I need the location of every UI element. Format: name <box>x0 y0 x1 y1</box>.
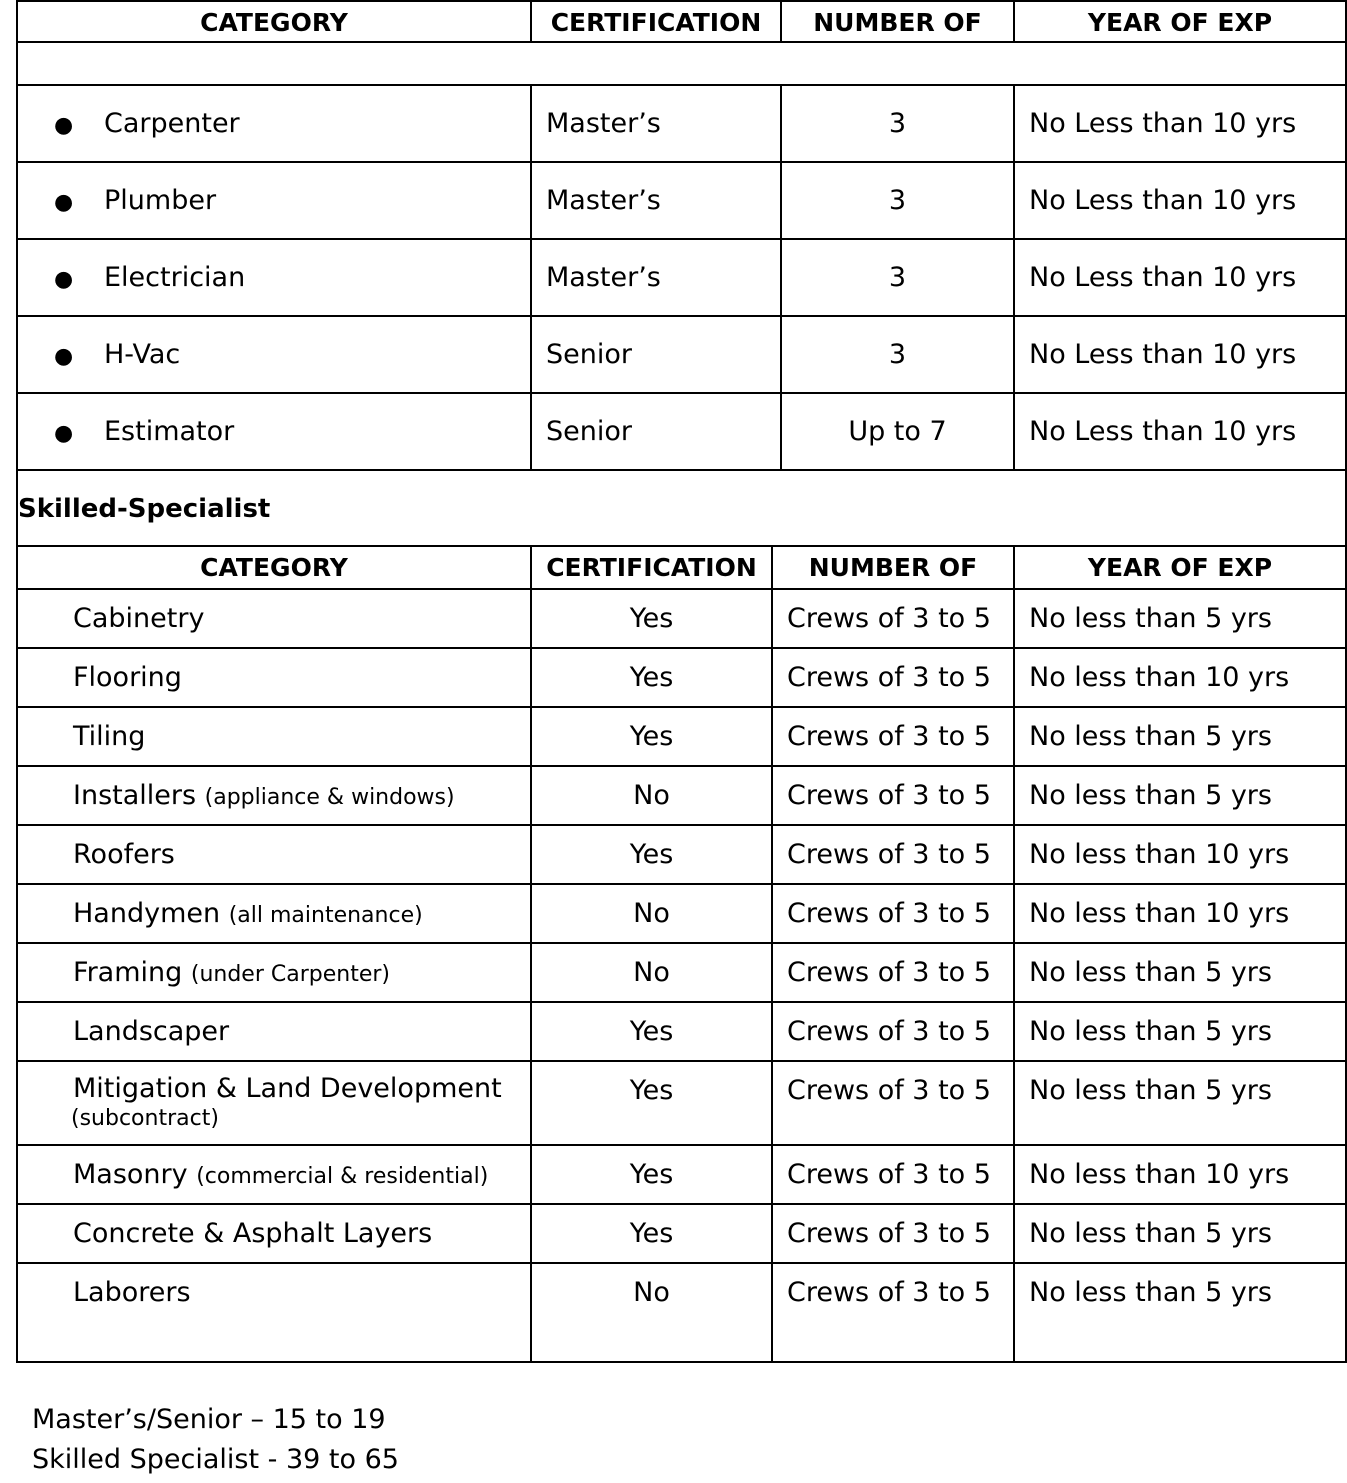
certification-value: Yes <box>532 1003 773 1060</box>
category-name: Mitigation & Land Development <box>73 1073 502 1104</box>
header-certification: CERTIFICATION <box>532 2 782 41</box>
header-category: CATEGORY <box>18 547 532 588</box>
footer-line-masters: Master’s/Senior – 15 to 19 <box>32 1404 386 1435</box>
table-row <box>16 1146 1347 1205</box>
number-value: Crews of 3 to 5 <box>773 1003 1015 1060</box>
number-value: 3 <box>782 163 1015 238</box>
header-number: NUMBER OF <box>773 547 1015 588</box>
table-row <box>16 708 1347 767</box>
category-note: (under Carpenter) <box>190 962 390 987</box>
category-name: Installers <box>73 780 197 811</box>
experience-value: No Less than 10 yrs <box>1029 416 1297 447</box>
experience-value: No less than 5 yrs <box>1029 603 1272 634</box>
table-row <box>16 826 1347 885</box>
category-name: Roofers <box>73 839 175 870</box>
experience-value: No Less than 10 yrs <box>1029 262 1297 293</box>
experience-value: No Less than 10 yrs <box>1029 108 1297 139</box>
table-row <box>16 944 1347 1003</box>
experience-value: No less than 5 yrs <box>1029 1016 1272 1047</box>
certification-value: Yes <box>532 1205 773 1262</box>
number-value: Crews of 3 to 5 <box>773 590 1015 647</box>
header-certification: CERTIFICATION <box>532 547 773 588</box>
table-row <box>16 86 1347 163</box>
certification-value: Yes <box>532 590 773 647</box>
certification-value: No <box>532 944 773 1001</box>
category-name: Cabinetry <box>73 603 205 634</box>
experience-value: No less than 5 yrs <box>1029 1218 1272 1249</box>
number-value: Crews of 3 to 5 <box>773 885 1015 942</box>
experience-value: No less than 10 yrs <box>1029 898 1290 929</box>
experience-value: No less than 5 yrs <box>1029 780 1272 811</box>
table-row <box>16 767 1347 826</box>
category-name: Masonry <box>73 1159 188 1190</box>
table-row <box>16 1264 1347 1363</box>
table-row <box>16 885 1347 944</box>
experience-value: No less than 5 yrs <box>1029 957 1272 988</box>
number-value: Crews of 3 to 5 <box>773 649 1015 706</box>
category-name: Plumber <box>104 185 217 216</box>
header-category: CATEGORY <box>18 2 532 41</box>
certification-value: Yes <box>532 1146 773 1203</box>
table-row <box>16 163 1347 240</box>
table-row <box>16 590 1347 649</box>
category-note: (commercial & residential) <box>196 1164 489 1189</box>
table-row <box>16 1205 1347 1264</box>
category-name: H-Vac <box>104 339 181 370</box>
number-value: Crews of 3 to 5 <box>773 1264 1015 1361</box>
experience-value: No Less than 10 yrs <box>1029 339 1297 370</box>
certification-value: No <box>532 885 773 942</box>
certification-value: Master’s <box>532 163 782 238</box>
certification-value: Yes <box>532 649 773 706</box>
header-number: NUMBER OF <box>782 2 1015 41</box>
experience-value: No less than 5 yrs <box>1029 1075 1272 1106</box>
table-row <box>16 649 1347 708</box>
blank-row <box>16 43 1347 86</box>
table-row <box>16 1003 1347 1062</box>
category-note: (appliance & windows) <box>204 785 455 810</box>
footer-line-specialist: Skilled Specialist - 39 to 65 <box>32 1444 399 1475</box>
category-name: Estimator <box>104 416 235 447</box>
certification-value: Yes <box>532 826 773 883</box>
bullet-icon: ● <box>54 267 74 292</box>
number-value: Crews of 3 to 5 <box>773 1146 1015 1203</box>
certification-value: Master’s <box>532 86 782 161</box>
certification-value: Yes <box>532 708 773 765</box>
certification-value: Senior <box>532 394 782 469</box>
table-row <box>16 394 1347 471</box>
section-title: Skilled-Specialist <box>16 471 1347 547</box>
bullet-icon: ● <box>54 344 74 369</box>
top-table-header <box>16 0 1347 43</box>
category-name: Framing <box>73 957 183 988</box>
number-value: 3 <box>782 240 1015 315</box>
certification-value: Master’s <box>532 240 782 315</box>
table-row <box>16 1062 1347 1146</box>
number-value: 3 <box>782 317 1015 392</box>
footer-summary <box>32 1400 399 1480</box>
experience-value: No less than 5 yrs <box>1029 1277 1272 1308</box>
number-value: Up to 7 <box>782 394 1015 469</box>
category-name: Landscaper <box>73 1016 230 1047</box>
experience-value: No Less than 10 yrs <box>1029 185 1297 216</box>
bullet-icon: ● <box>54 113 74 138</box>
category-name: Flooring <box>73 662 182 693</box>
category-note: (subcontract) <box>71 1106 219 1131</box>
certification-value: No <box>532 1264 773 1361</box>
experience-value: No less than 5 yrs <box>1029 721 1272 752</box>
number-value: Crews of 3 to 5 <box>773 1062 1015 1144</box>
number-value: 3 <box>782 86 1015 161</box>
category-note: (all maintenance) <box>228 903 423 928</box>
number-value: Crews of 3 to 5 <box>773 767 1015 824</box>
bullet-icon: ● <box>54 190 74 215</box>
specialist-table-header <box>16 547 1347 590</box>
table-row <box>16 240 1347 317</box>
category-name: Tiling <box>73 721 146 752</box>
certification-value: Senior <box>532 317 782 392</box>
category-name: Electrician <box>104 262 246 293</box>
category-name: Laborers <box>73 1277 191 1308</box>
header-experience: YEAR OF EXP <box>1087 8 1273 37</box>
table-row <box>16 317 1347 394</box>
bullet-icon: ● <box>54 421 74 446</box>
number-value: Crews of 3 to 5 <box>773 944 1015 1001</box>
header-experience: YEAR OF EXP <box>1087 553 1273 582</box>
category-name: Carpenter <box>104 108 240 139</box>
certification-value: Yes <box>532 1062 773 1144</box>
experience-value: No less than 10 yrs <box>1029 839 1290 870</box>
category-name: Concrete & Asphalt Layers <box>73 1218 433 1249</box>
staffing-table <box>16 0 1347 1363</box>
certification-value: No <box>532 767 773 824</box>
experience-value: No less than 10 yrs <box>1029 1159 1290 1190</box>
category-name: Handymen <box>73 898 221 929</box>
experience-value: No less than 10 yrs <box>1029 662 1290 693</box>
number-value: Crews of 3 to 5 <box>773 708 1015 765</box>
number-value: Crews of 3 to 5 <box>773 1205 1015 1262</box>
number-value: Crews of 3 to 5 <box>773 826 1015 883</box>
